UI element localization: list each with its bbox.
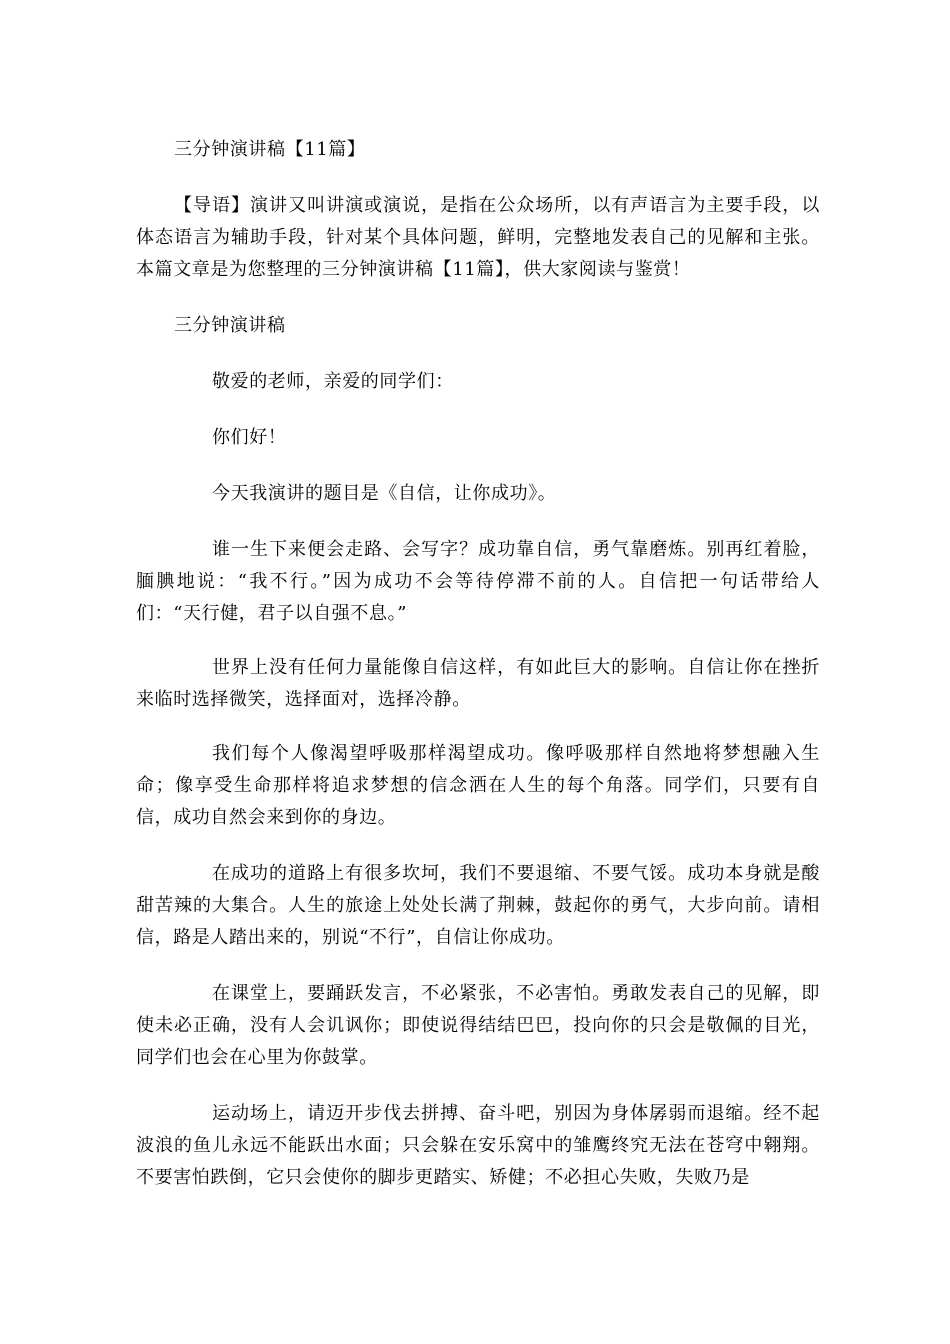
paragraph-body-2: 世界上没有任何力量能像自信这样，有如此巨大的影响。自信让你在挫折来临时选择微笑，选择面对，选择冷静。: [136, 657, 820, 710]
paragraph-topic: 今天我演讲的题目是《自信，让你成功》。: [212, 483, 557, 504]
paragraph-body-4: 在成功的道路上有很多坎坷，我们不要退缩、不要气馁。成功本身就是酸甜苦辣的大集合。人生的旅途上处处长满了荆棘，鼓起你的勇气，大步向前。请相信，路是人踏出来的，别说“不行”，自信让你成功。: [136, 863, 820, 948]
paragraph-greeting: 敬爱的老师，亲爱的同学们：: [212, 371, 454, 392]
paragraph-body-1: 谁一生下来便会走路、会写字？成功靠自信，勇气靠磨炼。别再红着脸，腼腆地说：“我不行。”因为成功不会等待停滞不前的人。自信把一句话带给人们：“天行健，君子以自强不息。”: [136, 539, 820, 624]
paragraph-body-5: 在课堂上，要踊跃发言，不必紧张，不必害怕。勇敢发表自己的见解，即使未必正确，没有人会讥讽你；即使说得结结巴巴，投向你的只会是敬佩的目光，同学们也会在心里为你鼓掌。: [136, 983, 820, 1068]
intro-paragraph: 【导语】演讲又叫讲演或演说，是指在公众场所，以有声语言为主要手段，以体态语言为辅助手段，针对某个具体问题，鲜明，完整地发表自己的见解和主张。本篇文章是为您整理的三分钟演讲稿【11篇】，供大家阅读与鉴赏！: [136, 195, 820, 280]
paragraph-body-3: 我们每个人像渴望呼吸那样渴望成功。像呼吸那样自然地将梦想融入生命；像享受生命那样将追求梦想的信念洒在人生的每个角落。同学们，只要有自信，成功自然会来到你的身边。: [136, 743, 820, 828]
paragraph-hello: 你们好！: [212, 427, 287, 448]
section-title: 三分钟演讲稿: [174, 315, 286, 336]
paragraph-body-6: 运动场上，请迈开步伐去拼搏、奋斗吧，别因为身体孱弱而退缩。经不起波浪的鱼儿永远不能跃出水面；只会躲在安乐窝中的雏鹰终究无法在苍穹中翱翔。不要害怕跌倒，它只会使你的脚步更踏实、矫健；不必担心失败，失败乃是: [136, 1103, 820, 1188]
document-title: 三分钟演讲稿【11篇】: [174, 139, 366, 160]
